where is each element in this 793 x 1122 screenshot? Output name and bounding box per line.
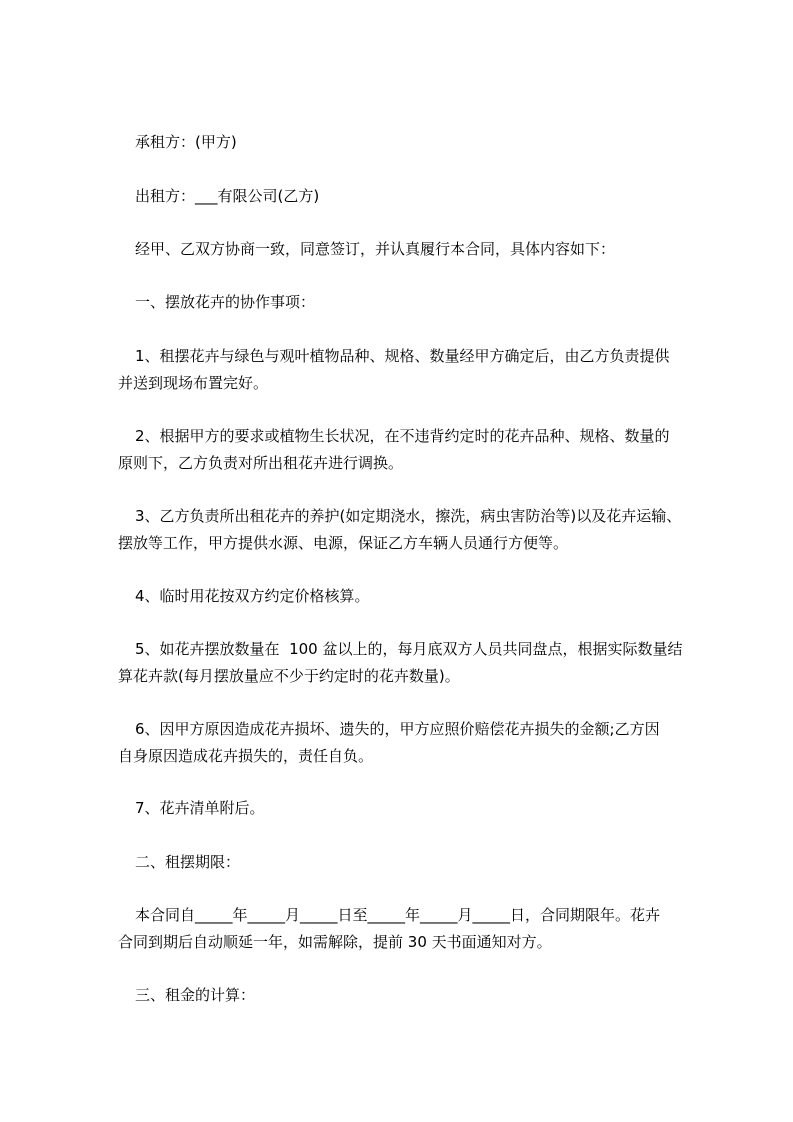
preamble-line: 经甲、乙双方协商一致，同意签订，并认真履行本合同，具体内容如下： (135, 240, 616, 258)
item6-line2: 自身原因造成花卉损失的，责任自负。 (118, 747, 374, 765)
item1-line2: 并送到现场布置完好。 (118, 374, 269, 392)
section1-heading: 一、摆放花卉的协作事项： (135, 293, 316, 311)
item4-line: 4、临时用花按双方约定价格核算。 (135, 587, 370, 605)
term-line2: 合同到期后自动顺延一年，如需解除，提前 30 天书面通知对方。 (118, 933, 552, 951)
section2-heading: 二、租摆期限： (135, 853, 241, 871)
item2-line2: 原则下，乙方负责对所出租花卉进行调换。 (118, 454, 404, 472)
item7-line: 7、花卉清单附后。 (135, 799, 265, 817)
section3-heading: 三、租金的计算： (135, 986, 256, 1004)
lessor-line: 出租方：___有限公司(乙方) (135, 187, 320, 205)
item3-line1: 3、乙方负责所出租花卉的养护(如定期浇水，擦洗，病虫害防治等)以及花卉运输、 (135, 507, 682, 525)
item1-line1: 1、租摆花卉与绿色与观叶植物品种、规格、数量经甲方确定后，由乙方负责提供 (135, 347, 670, 365)
item3-line2: 摆放等工作，甲方提供水源、电源，保证乙方车辆人员通行方便等。 (118, 534, 569, 552)
item5-line1: 5、如花卉摆放数量在 100 盆以上的，每月底双方人员共同盘点，根据实际数量结 (135, 640, 683, 658)
lessee-line: 承租方：(甲方) (135, 133, 237, 151)
item6-line1: 6、因甲方原因造成花卉损坏、遗失的，甲方应照价赔偿花卉损失的金额;乙方因 (135, 720, 660, 738)
item5-line2: 算花卉款(每月摆放量应不少于约定时的花卉数量)。 (118, 667, 460, 685)
term-line1: 本合同自_____年_____月_____日至_____年_____月_____日，合同期限年。花卉 (135, 906, 661, 924)
item2-line1: 2、根据甲方的要求或植物生长状况，在不违背约定时的花卉品种、规格、数量的 (135, 427, 670, 445)
